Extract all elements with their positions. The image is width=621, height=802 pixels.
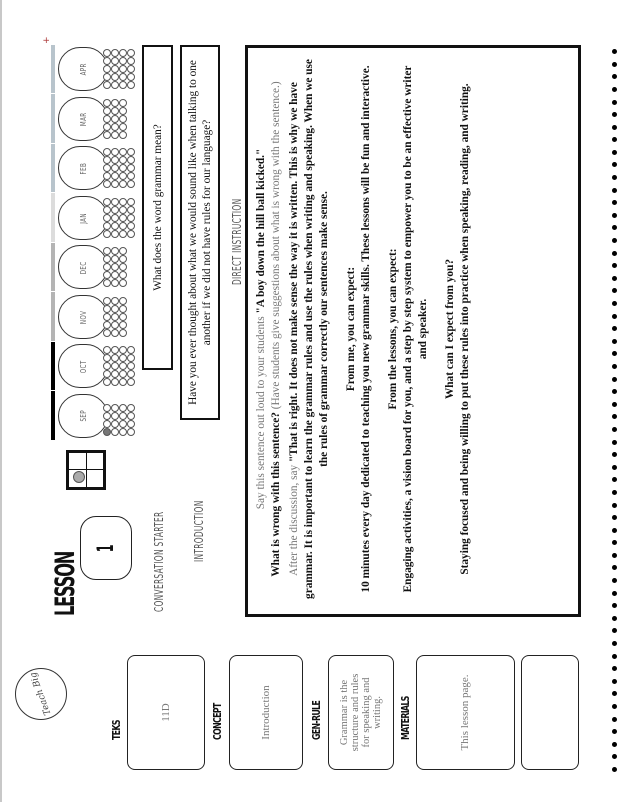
day-dot[interactable] [127, 363, 135, 371]
day-dot[interactable] [119, 412, 127, 420]
direct-instruction-box [245, 45, 581, 617]
divider-dot [612, 276, 617, 281]
quarter-marker [73, 471, 85, 483]
day-dot[interactable] [127, 355, 135, 363]
divider-dot [612, 238, 617, 243]
divider-dot [612, 717, 617, 722]
day-dot[interactable] [111, 280, 119, 288]
day-dot[interactable] [103, 107, 111, 115]
divider-dot [612, 666, 617, 671]
day-dot[interactable] [111, 157, 119, 165]
day-tracker-grid [103, 297, 127, 337]
month-name: SEP [78, 410, 88, 422]
day-dot[interactable] [103, 58, 111, 66]
day-dot[interactable] [103, 371, 111, 379]
day-dot[interactable] [111, 371, 119, 379]
divider-dot [612, 112, 617, 117]
plus-mark: + [42, 36, 52, 44]
day-dot[interactable] [103, 115, 111, 123]
day-dot[interactable] [103, 214, 111, 222]
blank-card [521, 655, 579, 770]
day-dot[interactable] [127, 50, 135, 58]
day-dot[interactable] [127, 173, 135, 181]
conversation-starter-box [142, 45, 173, 370]
divider-dot [612, 540, 617, 545]
day-dot[interactable] [119, 173, 127, 181]
day-dot[interactable] [111, 123, 119, 131]
day-dot[interactable] [127, 181, 135, 189]
gen-rule-label: GEN-RULE [310, 700, 323, 740]
divider-dot [612, 566, 617, 571]
from-me-heading: From me, you can expect: [345, 266, 357, 392]
month-bar [51, 293, 55, 342]
day-dot[interactable] [119, 214, 127, 222]
divider-dot [612, 704, 617, 709]
day-dot[interactable] [119, 50, 127, 58]
divider-dot [612, 729, 617, 734]
question: What is wrong with this sentence? [270, 412, 282, 577]
say-sentence: "A boy down the hill ball kicked." [255, 148, 267, 314]
day-dot[interactable] [119, 58, 127, 66]
day-dot[interactable] [119, 329, 127, 337]
divider-dot [612, 691, 617, 696]
month-bar [51, 342, 55, 391]
day-dot[interactable] [103, 347, 111, 355]
divider-dot [612, 137, 617, 142]
concept-label: CONCEPT [211, 703, 224, 740]
question-note: (Have students give suggestions about what is wrong with the sentence.) [270, 81, 282, 413]
day-dot[interactable] [127, 66, 135, 74]
day-dot[interactable] [103, 50, 111, 58]
day-dot[interactable] [103, 157, 111, 165]
day-dot[interactable] [119, 347, 127, 355]
day-dot[interactable] [111, 165, 119, 173]
day-dot[interactable] [127, 198, 135, 206]
day-dot[interactable] [111, 214, 119, 222]
day-dot[interactable] [119, 321, 127, 329]
day-dot[interactable] [119, 123, 127, 131]
day-dot[interactable] [127, 165, 135, 173]
day-dot[interactable] [111, 428, 119, 436]
month-bar [51, 95, 55, 144]
day-dot[interactable] [111, 379, 119, 387]
divider-dot [612, 263, 617, 268]
day-dot[interactable] [127, 82, 135, 90]
day-tracker-grid [103, 99, 127, 139]
day-dot[interactable] [111, 256, 119, 264]
divider-dot [612, 427, 617, 432]
day-dot[interactable] [127, 428, 135, 436]
day-dot[interactable] [111, 173, 119, 181]
day-dot[interactable] [111, 272, 119, 280]
divider-dot [612, 188, 617, 193]
day-tracker-grid [103, 347, 135, 387]
divider-dot [612, 528, 617, 533]
divider-dot [612, 679, 617, 684]
day-tracker-grid [103, 198, 135, 238]
day-dot[interactable] [103, 206, 111, 214]
day-dot[interactable] [119, 149, 127, 157]
divider-dot [612, 742, 617, 747]
day-dot[interactable] [119, 131, 127, 139]
divider-dot [612, 339, 617, 344]
day-dot[interactable] [103, 99, 111, 107]
day-dot[interactable] [103, 379, 111, 387]
teks-value: 11D [159, 703, 172, 722]
introduction-box [180, 45, 220, 420]
divider-dot [612, 74, 617, 79]
month-name: MAR [78, 112, 88, 126]
month-pill [58, 196, 108, 240]
day-dot[interactable] [103, 355, 111, 363]
month-name: JAN [78, 212, 88, 224]
day-dot[interactable] [119, 74, 127, 82]
divider-dot [612, 440, 617, 445]
after-prefix: After the discussion, say [288, 461, 300, 576]
divider-dot [612, 100, 617, 105]
divider-dot [612, 503, 617, 508]
from-lessons-heading: From the lessons, you can expect: [387, 248, 399, 410]
day-dot[interactable] [111, 107, 119, 115]
day-dot[interactable] [111, 329, 119, 337]
day-dot[interactable] [127, 404, 135, 412]
from-lessons-text: Engaging activities, a vision board for you, and a step by step system to empower you to be an effective writer and speaker. [402, 65, 429, 593]
day-dot[interactable] [119, 107, 127, 115]
day-dot[interactable] [119, 248, 127, 256]
day-dot[interactable] [111, 264, 119, 272]
divider-dot [612, 654, 617, 659]
day-dot[interactable] [119, 280, 127, 288]
day-dot[interactable] [111, 149, 119, 157]
divider-dot [612, 314, 617, 319]
direct-instruction-title: DIRECT INSTRUCTION [230, 198, 244, 285]
day-dot[interactable] [127, 230, 135, 238]
divider-dot [612, 377, 617, 382]
day-dot[interactable] [119, 305, 127, 313]
month-name: DEC [78, 261, 88, 274]
divider-dot [612, 490, 617, 495]
lesson-number-box [80, 516, 132, 580]
divider-dot [612, 301, 617, 306]
day-dot[interactable] [103, 74, 111, 82]
logo [15, 668, 67, 720]
day-dot[interactable] [119, 404, 127, 412]
day-dot[interactable] [111, 131, 119, 139]
month-bar [51, 243, 55, 292]
day-dot[interactable] [127, 206, 135, 214]
from-you-heading: What can I expect from you? [444, 258, 456, 400]
day-dot[interactable] [111, 115, 119, 123]
day-dot[interactable] [127, 371, 135, 379]
day-dot[interactable] [103, 428, 111, 436]
month-pill [58, 48, 108, 92]
divider-dot [612, 515, 617, 520]
say-prefix: Say this sentence out loud to your students [255, 313, 267, 510]
day-dot[interactable] [103, 321, 111, 329]
after-text: "That is right. It does not make sense the way it is written. This is why we have grammar. It is important to learn the grammar rules and use the rules when writing and speaking. When we use the rules of grammar correctly our sentences make sense. [288, 59, 330, 599]
month-pill [58, 295, 108, 339]
day-dot[interactable] [103, 363, 111, 371]
materials-value: This lesson page. [459, 674, 471, 751]
day-dot[interactable] [103, 181, 111, 189]
divider-dot [612, 616, 617, 621]
day-dot[interactable] [103, 329, 111, 337]
divider-dot [612, 213, 617, 218]
gen-rule-card [328, 655, 394, 770]
day-dot[interactable] [103, 198, 111, 206]
day-dot[interactable] [111, 82, 119, 90]
day-dot[interactable] [119, 198, 127, 206]
quarter-indicator [66, 450, 106, 490]
day-dot[interactable] [119, 428, 127, 436]
day-dot[interactable] [111, 313, 119, 321]
day-dot[interactable] [111, 58, 119, 66]
month-bar [51, 144, 55, 193]
day-dot[interactable] [119, 363, 127, 371]
day-dot[interactable] [103, 404, 111, 412]
day-dot[interactable] [103, 272, 111, 280]
divider-dot [612, 150, 617, 155]
day-dot[interactable] [111, 66, 119, 74]
day-tracker-grid [103, 404, 135, 436]
day-dot[interactable] [127, 222, 135, 230]
day-dot[interactable] [119, 157, 127, 165]
concept-value: Introduction [259, 685, 272, 740]
lesson-number: 1 [93, 544, 119, 552]
concept-card [229, 655, 303, 770]
month-bar [51, 194, 55, 243]
conversation-starter-title: CONVERSATION STARTER [152, 511, 166, 612]
day-dot[interactable] [119, 230, 127, 238]
divider-dot [612, 125, 617, 130]
day-tracker-grid [103, 50, 135, 90]
day-dot[interactable] [119, 66, 127, 74]
divider-dot [612, 326, 617, 331]
day-dot[interactable] [119, 272, 127, 280]
day-dot[interactable] [111, 74, 119, 82]
day-dot[interactable] [127, 157, 135, 165]
day-dot[interactable] [111, 412, 119, 420]
day-dot[interactable] [103, 297, 111, 305]
divider-dot [612, 465, 617, 470]
month-pill [58, 97, 108, 141]
teks-label: TEKS [110, 720, 123, 740]
from-you-text: Staying focused and being willing to put these rules into practice when speaking, reading, and writing. [459, 83, 471, 575]
day-tracker-grid [103, 149, 135, 189]
day-dot[interactable] [103, 123, 111, 131]
day-dot[interactable] [119, 420, 127, 428]
day-dot[interactable] [127, 58, 135, 66]
day-dot[interactable] [119, 222, 127, 230]
day-dot[interactable] [127, 347, 135, 355]
day-dot[interactable] [119, 371, 127, 379]
divider-dot [612, 364, 617, 369]
from-me-text: 10 minutes every day dedicated to teaching you new grammar skills. These lessons will be fun and interactive. [360, 65, 372, 593]
day-dot[interactable] [103, 313, 111, 321]
day-dot[interactable] [119, 379, 127, 387]
month-bar [51, 45, 55, 94]
day-dot[interactable] [119, 181, 127, 189]
day-dot[interactable] [111, 181, 119, 189]
day-dot[interactable] [127, 214, 135, 222]
day-dot[interactable] [119, 82, 127, 90]
day-dot[interactable] [111, 198, 119, 206]
logo-text: Teach Big [28, 671, 54, 717]
divider-dot [612, 578, 617, 583]
conversation-starter-text: What does the word grammar mean? [151, 124, 164, 291]
day-dot[interactable] [119, 256, 127, 264]
day-dot[interactable] [119, 99, 127, 107]
divider-dot [612, 477, 617, 482]
dot-divider-main [612, 42, 617, 772]
day-dot[interactable] [111, 99, 119, 107]
divider-dot [612, 251, 617, 256]
day-dot[interactable] [103, 131, 111, 139]
divider-dot [612, 641, 617, 646]
lesson-label: LESSON [50, 551, 81, 616]
introduction-title: INTRODUCTION [192, 500, 206, 562]
month-name: OCT [78, 360, 88, 373]
day-dot[interactable] [111, 355, 119, 363]
month-bar [51, 392, 55, 441]
day-dot[interactable] [103, 82, 111, 90]
divider-dot [612, 591, 617, 596]
materials-label: MATERIALS [399, 696, 412, 740]
month-name: FEB [78, 162, 88, 175]
day-dot[interactable] [111, 404, 119, 412]
day-dot[interactable] [103, 165, 111, 173]
day-dot[interactable] [111, 206, 119, 214]
day-dot[interactable] [103, 420, 111, 428]
divider-dot [612, 225, 617, 230]
day-dot[interactable] [103, 412, 111, 420]
divider-dot [612, 603, 617, 608]
day-dot[interactable] [119, 115, 127, 123]
day-dot[interactable] [127, 149, 135, 157]
divider-dot [612, 553, 617, 558]
day-dot[interactable] [103, 280, 111, 288]
day-dot[interactable] [103, 264, 111, 272]
gen-rule-value: Grammar is the structure and rules for speaking and writing. [339, 673, 383, 752]
month-name: NOV [78, 310, 88, 324]
day-dot[interactable] [103, 222, 111, 230]
day-dot[interactable] [127, 420, 135, 428]
day-dot[interactable] [111, 347, 119, 355]
month-pill [58, 345, 108, 389]
month-name: APR [78, 63, 88, 76]
divider-dot [612, 49, 617, 54]
divider-dot [612, 452, 617, 457]
day-dot[interactable] [103, 305, 111, 313]
divider-dot [612, 628, 617, 633]
divider-dot [612, 200, 617, 205]
divider-dot [612, 754, 617, 759]
day-dot[interactable] [111, 420, 119, 428]
divider-dot [612, 288, 617, 293]
day-dot[interactable] [111, 248, 119, 256]
divider-dot [612, 163, 617, 168]
day-dot[interactable] [111, 305, 119, 313]
month-pill [58, 147, 108, 191]
divider-dot [612, 402, 617, 407]
day-dot[interactable] [103, 256, 111, 264]
day-dot[interactable] [103, 173, 111, 181]
day-dot[interactable] [119, 297, 127, 305]
divider-dot [612, 62, 617, 67]
divider-dot [612, 87, 617, 92]
day-dot[interactable] [127, 74, 135, 82]
introduction-text: Have you ever thought about what we would sound like when talking to one another if we did not have rules for our language? [187, 60, 213, 405]
materials-card [416, 655, 515, 770]
divider-dot [612, 175, 617, 180]
day-tracker-grid [103, 248, 127, 288]
day-dot[interactable] [111, 363, 119, 371]
day-dot[interactable] [119, 313, 127, 321]
day-dot[interactable] [111, 50, 119, 58]
day-dot[interactable] [119, 355, 127, 363]
day-dot[interactable] [111, 321, 119, 329]
day-dot[interactable] [103, 149, 111, 157]
day-dot[interactable] [103, 230, 111, 238]
month-pill [58, 246, 108, 290]
day-dot[interactable] [111, 230, 119, 238]
divider-dot [612, 767, 617, 772]
day-dot[interactable] [103, 248, 111, 256]
day-dot[interactable] [119, 165, 127, 173]
teks-card [127, 655, 205, 770]
day-dot[interactable] [119, 264, 127, 272]
day-dot[interactable] [127, 379, 135, 387]
divider-dot [612, 414, 617, 419]
day-dot[interactable] [127, 412, 135, 420]
day-dot[interactable] [111, 297, 119, 305]
day-dot[interactable] [111, 222, 119, 230]
divider-dot [612, 389, 617, 394]
day-dot[interactable] [103, 66, 111, 74]
month-pill [58, 394, 108, 438]
day-dot[interactable] [119, 206, 127, 214]
divider-dot [612, 351, 617, 356]
